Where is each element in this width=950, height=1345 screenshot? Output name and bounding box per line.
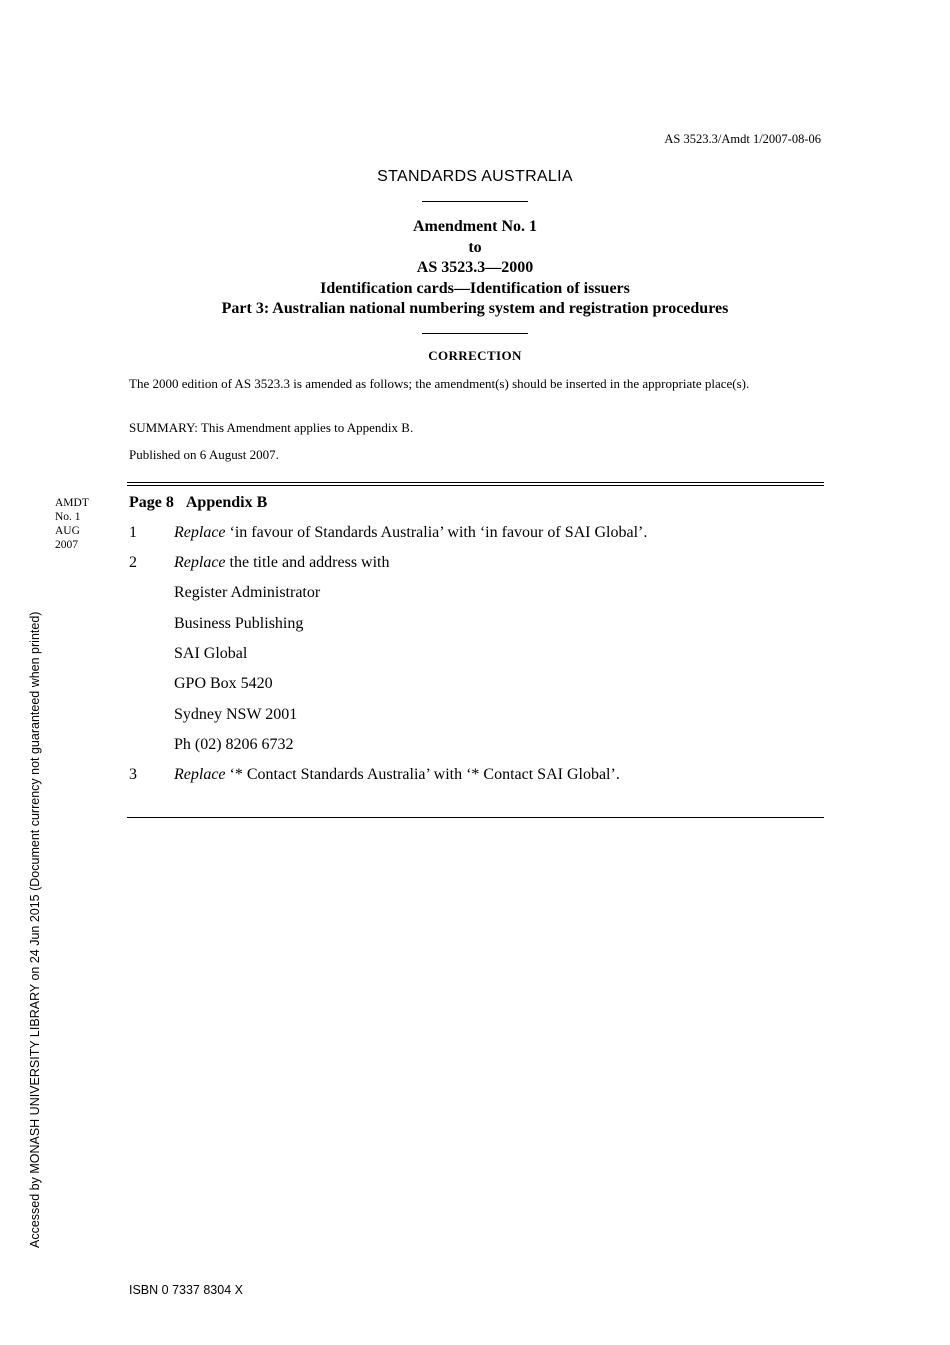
address-line: SAI Global (174, 645, 248, 662)
heading-amendment-number: Amendment No. 1 (413, 218, 537, 235)
page-number: Page 8 (129, 494, 174, 511)
heading-to: to (468, 238, 482, 256)
item-text: ‘in favour of Standards Australia’ with ‘in favour of SAI Global’. (225, 524, 648, 541)
item-text: ‘* Contact Standards Australia’ with ‘* Contact SAI Global’. (225, 766, 620, 783)
heading-standard-number: AS 3523.3—2000 (416, 259, 534, 277)
item-text: the title and address with (225, 554, 390, 571)
address-line: Ph (02) 8206 6732 (174, 736, 294, 753)
item-verb: Replace (174, 524, 226, 541)
amendment-heading (0, 217, 950, 320)
amendment-item-1 (129, 524, 647, 542)
address-line: Sydney NSW 2001 (174, 706, 298, 723)
item-number: 3 (129, 766, 137, 783)
address-line: GPO Box 5420 (174, 675, 273, 692)
address-line: Business Publishing (174, 615, 304, 632)
section-end-divider (127, 817, 824, 818)
appendix-name: Appendix B (185, 494, 268, 511)
organisation-name: STANDARDS AUSTRALIA (377, 168, 573, 185)
amendment-item-3 (129, 766, 620, 784)
item-verb: Replace (174, 766, 226, 783)
published-paragraph: Published on 6 August 2007. (129, 447, 279, 462)
margin-note-line: 2007 (55, 539, 78, 551)
item-number: 1 (129, 524, 137, 541)
intro-paragraph: The 2000 edition of AS 3523.3 is amended as follows; the amendment(s) should be inserted in the appropriate place(s). (129, 376, 750, 391)
divider-top (422, 201, 528, 202)
correction-label: CORRECTION (428, 348, 522, 363)
summary-paragraph: SUMMARY: This Amendment applies to Appendix B. (129, 420, 414, 435)
amendment-margin-note (55, 496, 89, 552)
access-watermark: Accessed by MONASH UNIVERSITY LIBRARY on 24 Jun 2015 (Document currency not guaranteed when printed) (28, 611, 42, 1248)
divider-middle (422, 333, 528, 334)
document-reference: AS 3523.3/Amdt 1/2007-08-06 (664, 132, 821, 146)
isbn: ISBN 0 7337 8304 X (129, 1283, 243, 1297)
section-divider (127, 482, 824, 486)
amendment-item-2 (129, 554, 390, 572)
item-number: 2 (129, 554, 137, 571)
page-reference (129, 494, 267, 512)
margin-note-line: No. 1 (55, 511, 81, 523)
margin-note-line: AUG (55, 525, 80, 537)
address-line: Register Administrator (174, 584, 321, 601)
heading-title: Identification cards—Identification of issuers (320, 279, 630, 297)
margin-note-line: AMDT (55, 497, 89, 509)
heading-part: Part 3: Australian national numbering system and registration procedures (221, 300, 729, 318)
item-verb: Replace (174, 554, 226, 571)
